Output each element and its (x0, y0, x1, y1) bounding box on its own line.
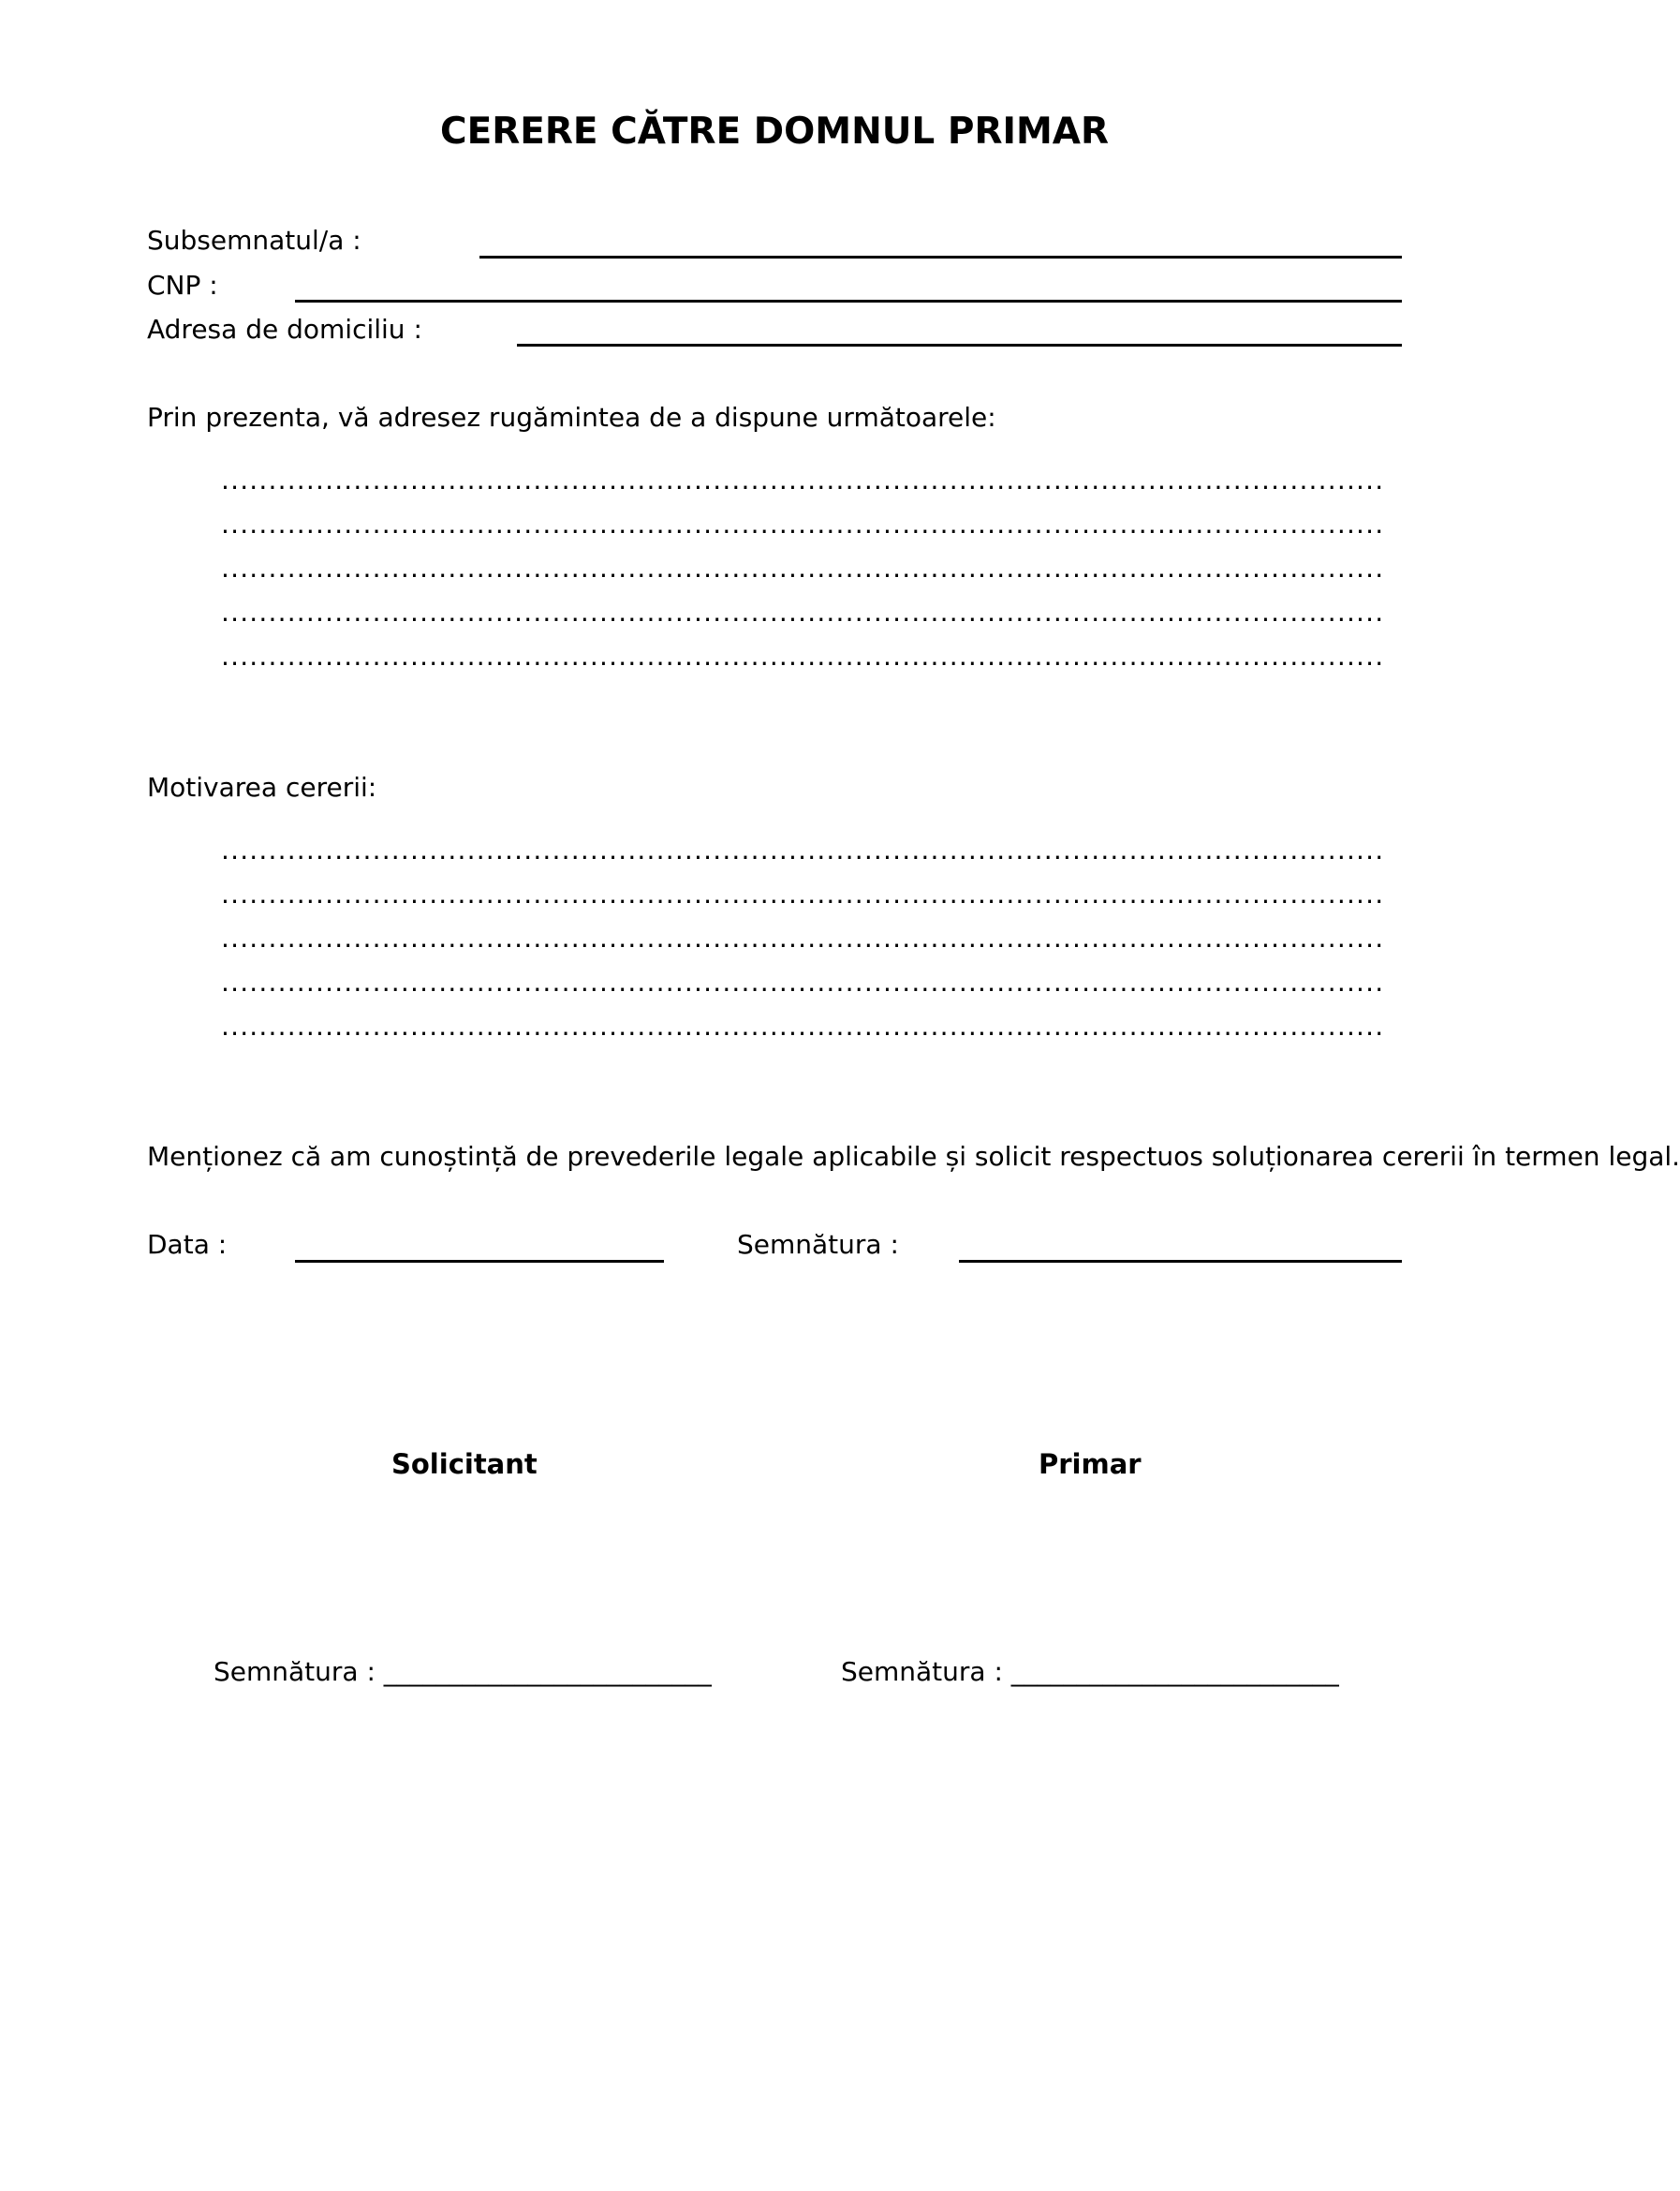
name-label: Subsemnatul/a : (147, 225, 361, 256)
request-dotted-line[interactable]: ........................................................................................................................... (221, 641, 1385, 672)
cnp-field-line[interactable] (295, 300, 1402, 303)
applicant-signature: Semnătura : _________________________ (214, 1656, 712, 1687)
name-field-line[interactable] (479, 256, 1402, 259)
request-dotted-line[interactable]: ........................................................................................................................... (221, 465, 1385, 496)
signature-field-line[interactable] (959, 1260, 1402, 1263)
address-field-line[interactable] (517, 344, 1402, 347)
motivation-dotted-line[interactable]: ........................................................................................................................... (221, 967, 1385, 998)
page-title: CERERE CĂTRE DOMNUL PRIMAR (439, 111, 1110, 153)
motivation-dotted-line[interactable]: ........................................................................................................................... (221, 879, 1385, 910)
request-dotted-line[interactable]: ........................................................................................................................... (221, 553, 1385, 584)
signature-label: Semnătura : (737, 1229, 899, 1260)
request-dotted-line[interactable]: ........................................................................................................................... (221, 597, 1385, 628)
motivation-dotted-line[interactable]: ........................................................................................................................... (221, 923, 1385, 954)
applicant-heading: Solicitant (391, 1448, 538, 1480)
request-intro: Prin prezenta, vă adresez rugămintea de a dispune următoarele: (147, 402, 996, 433)
cnp-label: CNP : (147, 270, 218, 301)
date-label: Data : (147, 1229, 228, 1260)
motivation-label: Motivarea cererii: (147, 772, 377, 803)
address-label: Adresa de domiciliu : (147, 314, 422, 345)
motivation-dotted-line[interactable]: ........................................................................................................................... (221, 835, 1385, 866)
mayor-heading: Primar (1039, 1448, 1142, 1480)
legal-statement: Menționez că am cunoștință de prevederile legale aplicabile și solicit respectuos soluționarea cererii în termen legal. (147, 1141, 1680, 1172)
request-dotted-line[interactable]: ........................................................................................................................... (221, 509, 1385, 540)
motivation-dotted-line[interactable]: ........................................................................................................................... (221, 1011, 1385, 1042)
date-field-line[interactable] (295, 1260, 664, 1263)
mayor-signature: Semnătura : _________________________ (841, 1656, 1339, 1687)
